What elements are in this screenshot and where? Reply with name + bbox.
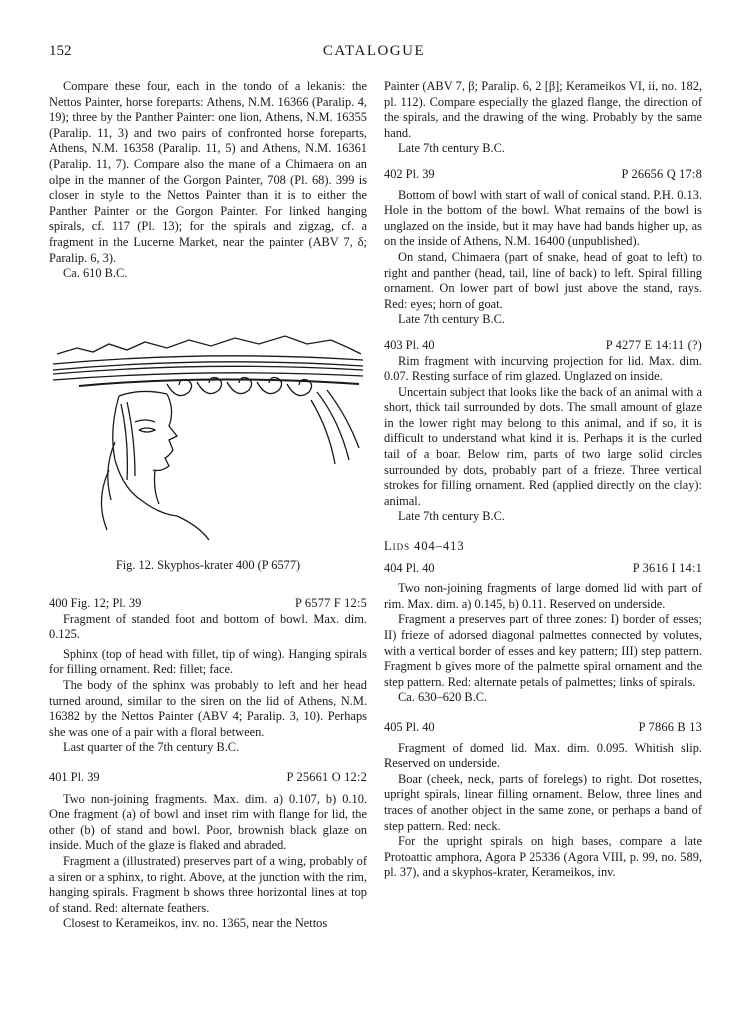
entry-401-number: 401 Pl. 39 [49, 769, 100, 784]
entry-400-reference: P 6577 F 12:5 [294, 596, 367, 610]
entry-404-reference: P 3616 I 14:1 [632, 560, 702, 575]
entry-400-p3: The body of the sphinx was probably to left and her head turned around, similar to the siren on the lid of Athens, N.M. 16382 by the Nettos Painter (ABV 4; Paralip. 3, 10). Perhaps she was one of a pair with a floral between. [49, 677, 367, 739]
entry-402-p2: On stand, Chimaera (part of snake, head of goat to left) to right and panther (head, tail, line of back) to left. Spiral filling ornament. On lower part of bowl just above the stand, rays. Red: eyes; horn of goat. [384, 249, 702, 311]
entry-405-head [384, 720, 702, 736]
entry-402-number: 402 Pl. 39 [384, 166, 435, 181]
entry-401-p2: Fragment a (illustrated) preserves part of a wing, probably of a siren or a sphinx, to right. Above, at the junction with the rim, hanging spirals. Fragment b shows three horizontal lines at top of stand. Red: alternate feathers. [49, 853, 367, 915]
entry-402-head [384, 167, 702, 183]
entry-403-date: Late 7th century B.C. [398, 509, 506, 524]
entry-402-p1: Bottom of bowl with start of wall of conical stand. P.H. 0.13. Hole in the bottom of the bowl. What remains of the bowl is unglazed on the inside, but it may have had bands higher up, as on the inside of Athens, N.M. 16400 (unpublished). [384, 187, 702, 249]
right-column [384, 79, 702, 881]
entry-403-head [384, 338, 702, 354]
intro-paragraph: Compare these four, each in the tondo of a lekanis: the Nettos Painter, horse foreparts: Athens, N.M. 16366 (Paralip. 4, 19); three by the Panther Painter: one lion, Athens, N.M. 16355 (Paralip. 11, 3) and two pairs of confronted horse foreparts, Athens, N.M. 16358 (Paralip. 11, 5) and Athens, N.M. 16361 (Paralip. 11, 7). Compare also the mane of a Chimaera on an olpe in the manner of the Gorgon Painter, 708 (Pl. 68). 399 is closer in style to the Nettos Painter than it is to either the Panther Painter or the Gorgon Painter. For linked hanging spirals, cf. 117 (Pl. 13); for the spirals and zigzag, cf. a fragment in the Lucerne Market, near the painter (ABV 7, δ; Paralip. 6, 3). [49, 79, 367, 265]
entry-405-p2: Boar (cheek, neck, parts of forelegs) to right. Dot rosettes, upright spirals, linear filling ornament. Below, three lines and traces of another object in the same zone, or perhaps a band of step pattern. Red: neck. [384, 771, 702, 833]
entry-400-head [49, 596, 367, 612]
left-column-entries [49, 596, 367, 932]
entry-404-number: 404 Pl. 40 [384, 560, 435, 575]
entry-403-p1: Rim fragment with incurving projection for lid. Max. dim. 0.07. Resting surface of rim glazed. Unglazed on inside. [384, 353, 702, 384]
entry-402-date: Late 7th century B.C. [398, 312, 506, 327]
figure-caption: Fig. 12. Skyphos-krater 400 (P 6577) [115, 558, 301, 572]
entry-405-p1: Fragment of domed lid. Max. dim. 0.095. Whitish slip. Reserved on underside. [384, 740, 702, 771]
entry-404-date: Ca. 630–620 B.C. [398, 690, 488, 705]
entry-401-reference: P 25661 O 12:2 [286, 769, 367, 784]
entry-400-p1: Fragment of standed foot and bottom of bowl. Max. dim. 0.125. [49, 611, 367, 642]
entry-401-head [49, 770, 367, 786]
entry-403-reference: P 4277 E 14:11 (?) [605, 337, 702, 352]
continuation-date: Late 7th century B.C. [398, 141, 506, 156]
entry-400-number: 400 Fig. 12; Pl. 39 [49, 596, 142, 610]
entry-404-p1: Two non-joining fragments of large domed lid with part of rim. Max. dim. a) 0.145, b) 0.11. Reserved on underside. [384, 581, 702, 611]
left-column-top [49, 79, 367, 282]
continuation-paragraph: Painter (ABV 7, β; Paralip. 6, 2 [β]; Kerameikos VI, ii, no. 182, pl. 112). Compare especially the glazed flange, the direction of the spirals, and the drawing of the wing. Probably by the same hand. [384, 79, 702, 140]
entry-401-p1: Two non-joining fragments. Max. dim. a) 0.107, b) 0.10. One fragment (a) of bowl and inset rim with flange for lid, the other (b) of stand and bowl. Poor, brownish black glaze on inside. Much of the glaze is flaked and abraded. [49, 791, 367, 853]
entry-400-p2: Sphinx (top of head with fillet, tip of wing). Hanging spirals for filling ornament. Red: fillet; face. [49, 646, 367, 677]
entry-403-number: 403 Pl. 40 [384, 337, 435, 352]
entry-405-reference: P 7866 B 13 [638, 719, 702, 734]
sphinx-line-drawing [49, 330, 367, 556]
entry-401-p3: Closest to Kerameikos, inv. no. 1365, near the Nettos [63, 916, 328, 931]
entry-403-p2: Uncertain subject that looks like the back of an animal with a short, thick tail surrounded by dots. The small amount of glaze in the lower right may belong to this animal, and if so, it is difficult to understand what kind it is. Perhaps it is the curled tail of a boar. Below rim, parts of two large solid circles surrounded by dots, probably part of a frieze. Three vertical strokes for filling ornament. Red (applied directly on the clay): animal. [384, 384, 702, 508]
entry-405-p3: For the upright spirals on high bases, compare a late Protoattic amphora, Agora P 25336 (Agora VIII, p. 99, no. 589, pl. 37), and a skyphos-krater, Kerameikos, inv. [384, 834, 702, 880]
entry-400-date: Last quarter of the 7th century B.C. [63, 740, 240, 755]
page-title: CATALOGUE [322, 43, 426, 59]
entry-402-reference: P 26656 Q 17:8 [621, 166, 702, 181]
intro-date: Ca. 610 B.C. [63, 266, 128, 281]
section-heading-lids: Lids 404–413 [384, 539, 465, 554]
entry-405-number: 405 Pl. 40 [384, 719, 435, 734]
entry-404-head [384, 561, 702, 577]
entry-404-p2: Fragment a preserves part of three zones: I) border of esses; II) frieze of adorsed diagonal palmettes connected by volutes, with a vertical border of esses and key pattern; III) step pattern. Fragment b gives more of the palmette spiral ornament and the step pattern. Red: alternate petals of palmettes; links of spirals. [384, 612, 702, 689]
page-number: 152 [49, 43, 72, 59]
